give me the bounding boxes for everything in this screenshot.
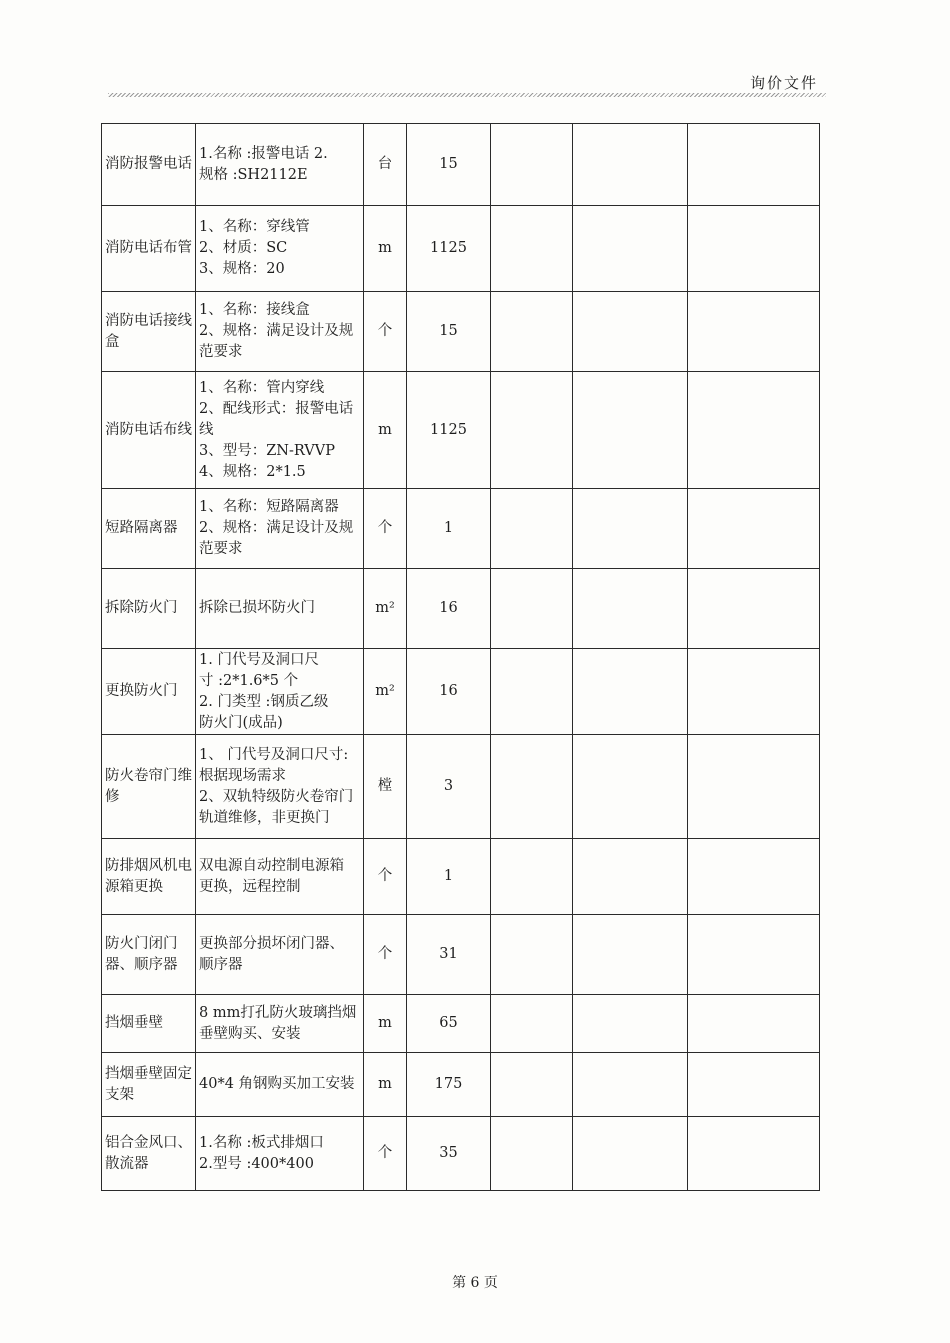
table-row	[102, 569, 820, 649]
unit-price-cell	[491, 1053, 573, 1117]
unit-cell: 樘	[364, 735, 407, 839]
desc-line: 1、名称：穿线管	[199, 219, 310, 235]
item-desc-cell	[196, 372, 364, 489]
quantity-cell: 35	[407, 1117, 491, 1191]
unit-price-cell	[491, 1117, 573, 1191]
table-row	[102, 915, 820, 995]
quantity-cell: 15	[407, 124, 491, 206]
total-price-cell	[573, 915, 688, 995]
desc-line: 更换部分损坏闭门器、	[199, 935, 344, 952]
header-rule	[108, 93, 826, 97]
table-row	[102, 995, 820, 1053]
total-price-cell	[573, 995, 688, 1053]
unit-cell: 个	[364, 839, 407, 915]
remark-cell	[688, 839, 820, 915]
item-name-cell: 消防电话接线盒	[102, 292, 196, 372]
item-desc-cell	[196, 292, 364, 372]
item-name-cell: 挡烟垂壁	[102, 995, 196, 1053]
desc-line: 防火门(成品)	[199, 714, 283, 731]
document-header-title: 询价文件	[749, 74, 818, 92]
remark-cell	[688, 915, 820, 995]
item-name-cell: 防火卷帘门维修	[102, 735, 196, 839]
desc-line: 1.名称 :板式排烟口	[199, 1134, 324, 1151]
quantity-cell: 16	[407, 569, 491, 649]
desc-line: 拆除已损坏防火门	[199, 600, 315, 616]
total-price-cell	[573, 292, 688, 372]
desc-line: 线	[199, 421, 214, 438]
table-row	[102, 839, 820, 915]
quote-table	[101, 123, 820, 1191]
desc-line: 规格 :SH2112E	[199, 166, 308, 183]
quantity-cell: 16	[407, 649, 491, 735]
desc-line: 轨道维修，非更换门	[199, 809, 330, 826]
unit-cell: 个	[364, 1117, 407, 1191]
desc-line: 顺序器	[199, 956, 243, 973]
total-price-cell	[573, 489, 688, 569]
unit-price-cell	[491, 206, 573, 292]
table-row	[102, 292, 820, 372]
quantity-cell: 31	[407, 915, 491, 995]
desc-line: 40*4 角钢购买加工安装	[199, 1076, 355, 1092]
desc-line: 垂壁购买、安装	[199, 1025, 301, 1042]
desc-line: 根据现场需求	[199, 767, 286, 784]
item-desc-cell	[196, 569, 364, 649]
quantity-cell: 65	[407, 995, 491, 1053]
total-price-cell	[573, 569, 688, 649]
total-price-cell	[573, 735, 688, 839]
remark-cell	[688, 206, 820, 292]
unit-cell: m²	[364, 649, 407, 735]
unit-cell: m	[364, 206, 407, 292]
desc-line: 2、配线形式：报警电话	[199, 400, 354, 417]
unit-price-cell	[491, 915, 573, 995]
remark-cell	[688, 372, 820, 489]
unit-price-cell	[491, 372, 573, 489]
unit-price-cell	[491, 292, 573, 372]
unit-cell: m²	[364, 569, 407, 649]
unit-cell: m	[364, 995, 407, 1053]
total-price-cell	[573, 649, 688, 735]
item-desc-cell	[196, 124, 364, 206]
desc-line: 2、规格：满足设计及规	[199, 520, 354, 536]
item-desc-cell	[196, 206, 364, 292]
desc-line: 寸 :2*1.6*5 个	[199, 672, 299, 689]
desc-line: 1、名称：管内穿线	[199, 379, 325, 396]
desc-line: 2.型号 :400*400	[199, 1155, 314, 1172]
remark-cell	[688, 569, 820, 649]
item-name-cell: 更换防火门	[102, 649, 196, 735]
unit-price-cell	[491, 839, 573, 915]
desc-line: 1. 门代号及洞口尺	[199, 651, 319, 668]
table-row	[102, 372, 820, 489]
desc-line: 1、名称：接线盒	[199, 302, 310, 318]
item-name-cell: 消防电话布管	[102, 206, 196, 292]
table-row	[102, 1053, 820, 1117]
item-desc-cell	[196, 1117, 364, 1191]
unit-cell: 个	[364, 915, 407, 995]
quantity-cell: 1125	[407, 206, 491, 292]
unit-cell: 台	[364, 124, 407, 206]
item-name-cell: 拆除防火门	[102, 569, 196, 649]
page-number: 第 6 页	[452, 1275, 498, 1291]
unit-price-cell	[491, 995, 573, 1053]
unit-price-cell	[491, 649, 573, 735]
remark-cell	[688, 995, 820, 1053]
unit-price-cell	[491, 735, 573, 839]
item-desc-cell	[196, 995, 364, 1053]
desc-line: 1、 门代号及洞口尺寸:	[199, 746, 349, 763]
desc-line: 1、名称：短路隔离器	[199, 499, 339, 515]
item-name-cell: 防火门闭门器、顺序器	[102, 915, 196, 995]
desc-line: 更换，远程控制	[199, 878, 301, 895]
table-row	[102, 735, 820, 839]
desc-line: 1.名称 :报警电话 2.	[199, 145, 328, 162]
total-price-cell	[573, 839, 688, 915]
total-price-cell	[573, 372, 688, 489]
desc-line: 3、型号：ZN-RVVP	[199, 442, 335, 459]
desc-line: 范要求	[199, 344, 243, 360]
item-name-cell: 消防报警电话	[102, 124, 196, 206]
unit-cell: m	[364, 1053, 407, 1117]
item-name-cell: 挡烟垂壁固定支架	[102, 1053, 196, 1117]
total-price-cell	[573, 1117, 688, 1191]
desc-line: 8 mm打孔防火玻璃挡烟	[199, 1004, 357, 1021]
unit-cell: m	[364, 372, 407, 489]
unit-cell: 个	[364, 292, 407, 372]
unit-price-cell	[491, 489, 573, 569]
table-row	[102, 124, 820, 206]
item-desc-cell	[196, 839, 364, 915]
remark-cell	[688, 649, 820, 735]
table-row	[102, 1117, 820, 1191]
item-desc-cell	[196, 489, 364, 569]
desc-line: 2、材质：SC	[199, 240, 288, 256]
item-desc-cell	[196, 915, 364, 995]
desc-line: 双电源自动控制电源箱	[199, 857, 344, 874]
total-price-cell	[573, 124, 688, 206]
remark-cell	[688, 735, 820, 839]
remark-cell	[688, 1053, 820, 1117]
item-desc-cell	[196, 649, 364, 735]
quantity-cell: 1	[407, 489, 491, 569]
item-name-cell: 防排烟风机电源箱更换	[102, 839, 196, 915]
item-name-cell: 短路隔离器	[102, 489, 196, 569]
quantity-cell: 1125	[407, 372, 491, 489]
desc-line: 2. 门类型 :钢质乙级	[199, 693, 329, 710]
quantity-cell: 175	[407, 1053, 491, 1117]
table-row	[102, 649, 820, 735]
remark-cell	[688, 292, 820, 372]
quantity-cell: 1	[407, 839, 491, 915]
desc-line: 2、双轨特级防火卷帘门	[199, 788, 354, 805]
item-desc-cell	[196, 735, 364, 839]
remark-cell	[688, 1117, 820, 1191]
item-desc-cell	[196, 1053, 364, 1117]
unit-price-cell	[491, 124, 573, 206]
table-row	[102, 489, 820, 569]
quantity-cell: 15	[407, 292, 491, 372]
remark-cell	[688, 124, 820, 206]
desc-line: 2、规格：满足设计及规	[199, 323, 354, 339]
desc-line: 4、规格：2*1.5	[199, 463, 306, 480]
remark-cell	[688, 489, 820, 569]
total-price-cell	[573, 206, 688, 292]
total-price-cell	[573, 1053, 688, 1117]
desc-line: 3、规格：20	[199, 261, 285, 277]
item-name-cell: 消防电话布线	[102, 372, 196, 489]
unit-cell: 个	[364, 489, 407, 569]
unit-price-cell	[491, 569, 573, 649]
quantity-cell: 3	[407, 735, 491, 839]
table-row	[102, 206, 820, 292]
desc-line: 范要求	[199, 541, 243, 557]
item-name-cell: 铝合金风口、散流器	[102, 1117, 196, 1191]
